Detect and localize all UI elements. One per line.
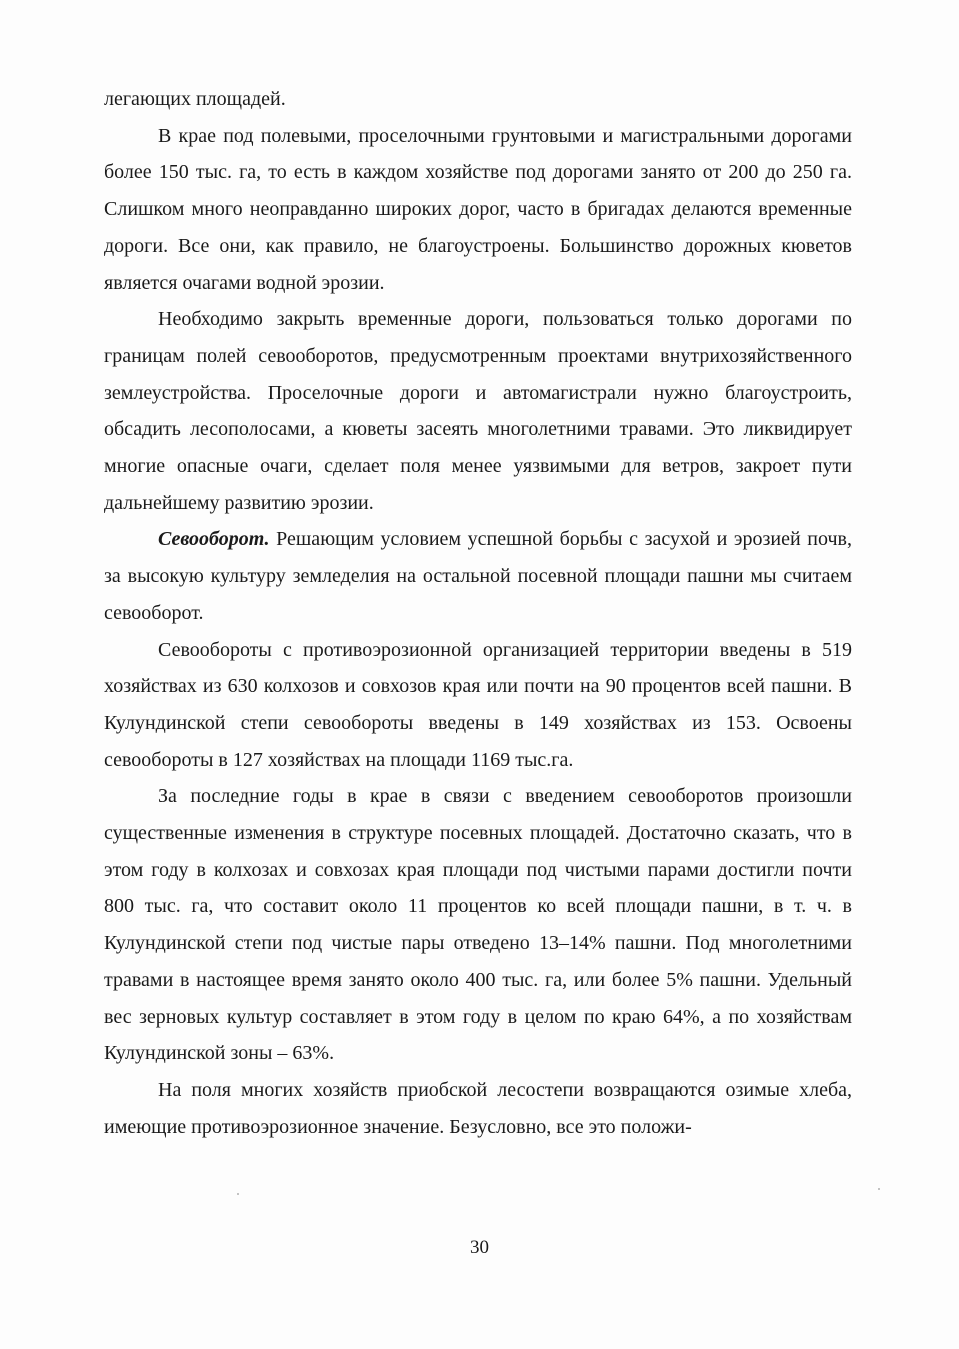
paragraph-text: легающих площадей. [104,88,286,110]
paragraph-text: Севообороты с противоэрозионной организацией территории введены в 519 хозяйствах из 630 колхозов и совхозов края или почти на 90 процентов всей пашни. В Кулундинской степи севообороты введены в 149 хозяйствах из 153. Освоены севообороты в 127 хозяйствах на площади 1169 тыс.га. [104,638,852,771]
paragraph-text: За последние годы в крае в связи с введением севооборотов произошли существенные изменения в структуре посевных площадей. Достаточно сказать, что в этом году в колхозах и совхозах края площади под чистыми парами достигли почти 800 тыс. га, что составит около 11 процентов ко всей площади пашни, в т. ч. в Кулундинской степи под чистые пары отведено 13–14% пашни. Под многолетними травами в настоящее время занято около 400 тыс. га, или более 5% пашни. Удельный вес зерновых культур составляет в этом году в целом по краю 64%, а по хозяйствам Кулундинской зоны – 63%. [104,785,852,1065]
paragraph-winter-crops [104,1072,852,1145]
paragraph-text: В крае под полевыми, проселочными грунтовыми и магистральными дорогами более 150 тыс. га, то есть в каждом хозяйстве под дорогами занято от 200 до 250 га. Слишком много неоправданно широких дорог, часто в бригадах делаются временные дороги. Все они, как правило, не благоустроены. Большинство дорожных кюветов является очагами водной эрозии. [104,124,852,294]
paragraph-rotation-stats [104,632,852,779]
paragraph-area-structure [104,778,852,1072]
paragraph-continuation [104,81,852,118]
paragraph-lead-term: Севооборот. [158,528,270,551]
page-number: 30 [470,1237,489,1258]
paragraph-text: Необходимо закрыть временные дороги, пользоваться только дорогами по границам полей севооборотов, предусмотренным проектами внутрихозяйственного землеустройства. Проселочные дороги и автомагистрали нужно благоустроить, обсадить лесополосами, а кюветы засеять многолетними травами. Это ликвидирует многие опасные очаги, сделает поля менее уязвимыми для ветров, закроет пути дальнейшему развитию эрозии. [104,308,852,514]
scan-speck [878,1188,880,1190]
paragraph-temporary-roads [104,301,852,521]
paragraph-roads [104,118,852,302]
body-text [104,81,852,1145]
scan-speck [237,1193,239,1195]
paragraph-crop-rotation [104,521,852,631]
paragraph-text: Решающим условием успешной борьбы с засухой и эрозией почв, за высокую культуру земледелия на остальной посевной площади пашни мы считаем севооборот. [104,528,852,624]
paragraph-text: На поля многих хозяйств приобской лесостепи возвращаются озимые хлеба, имеющие противоэрозионное значение. Безусловно, все это положи- [104,1078,852,1138]
